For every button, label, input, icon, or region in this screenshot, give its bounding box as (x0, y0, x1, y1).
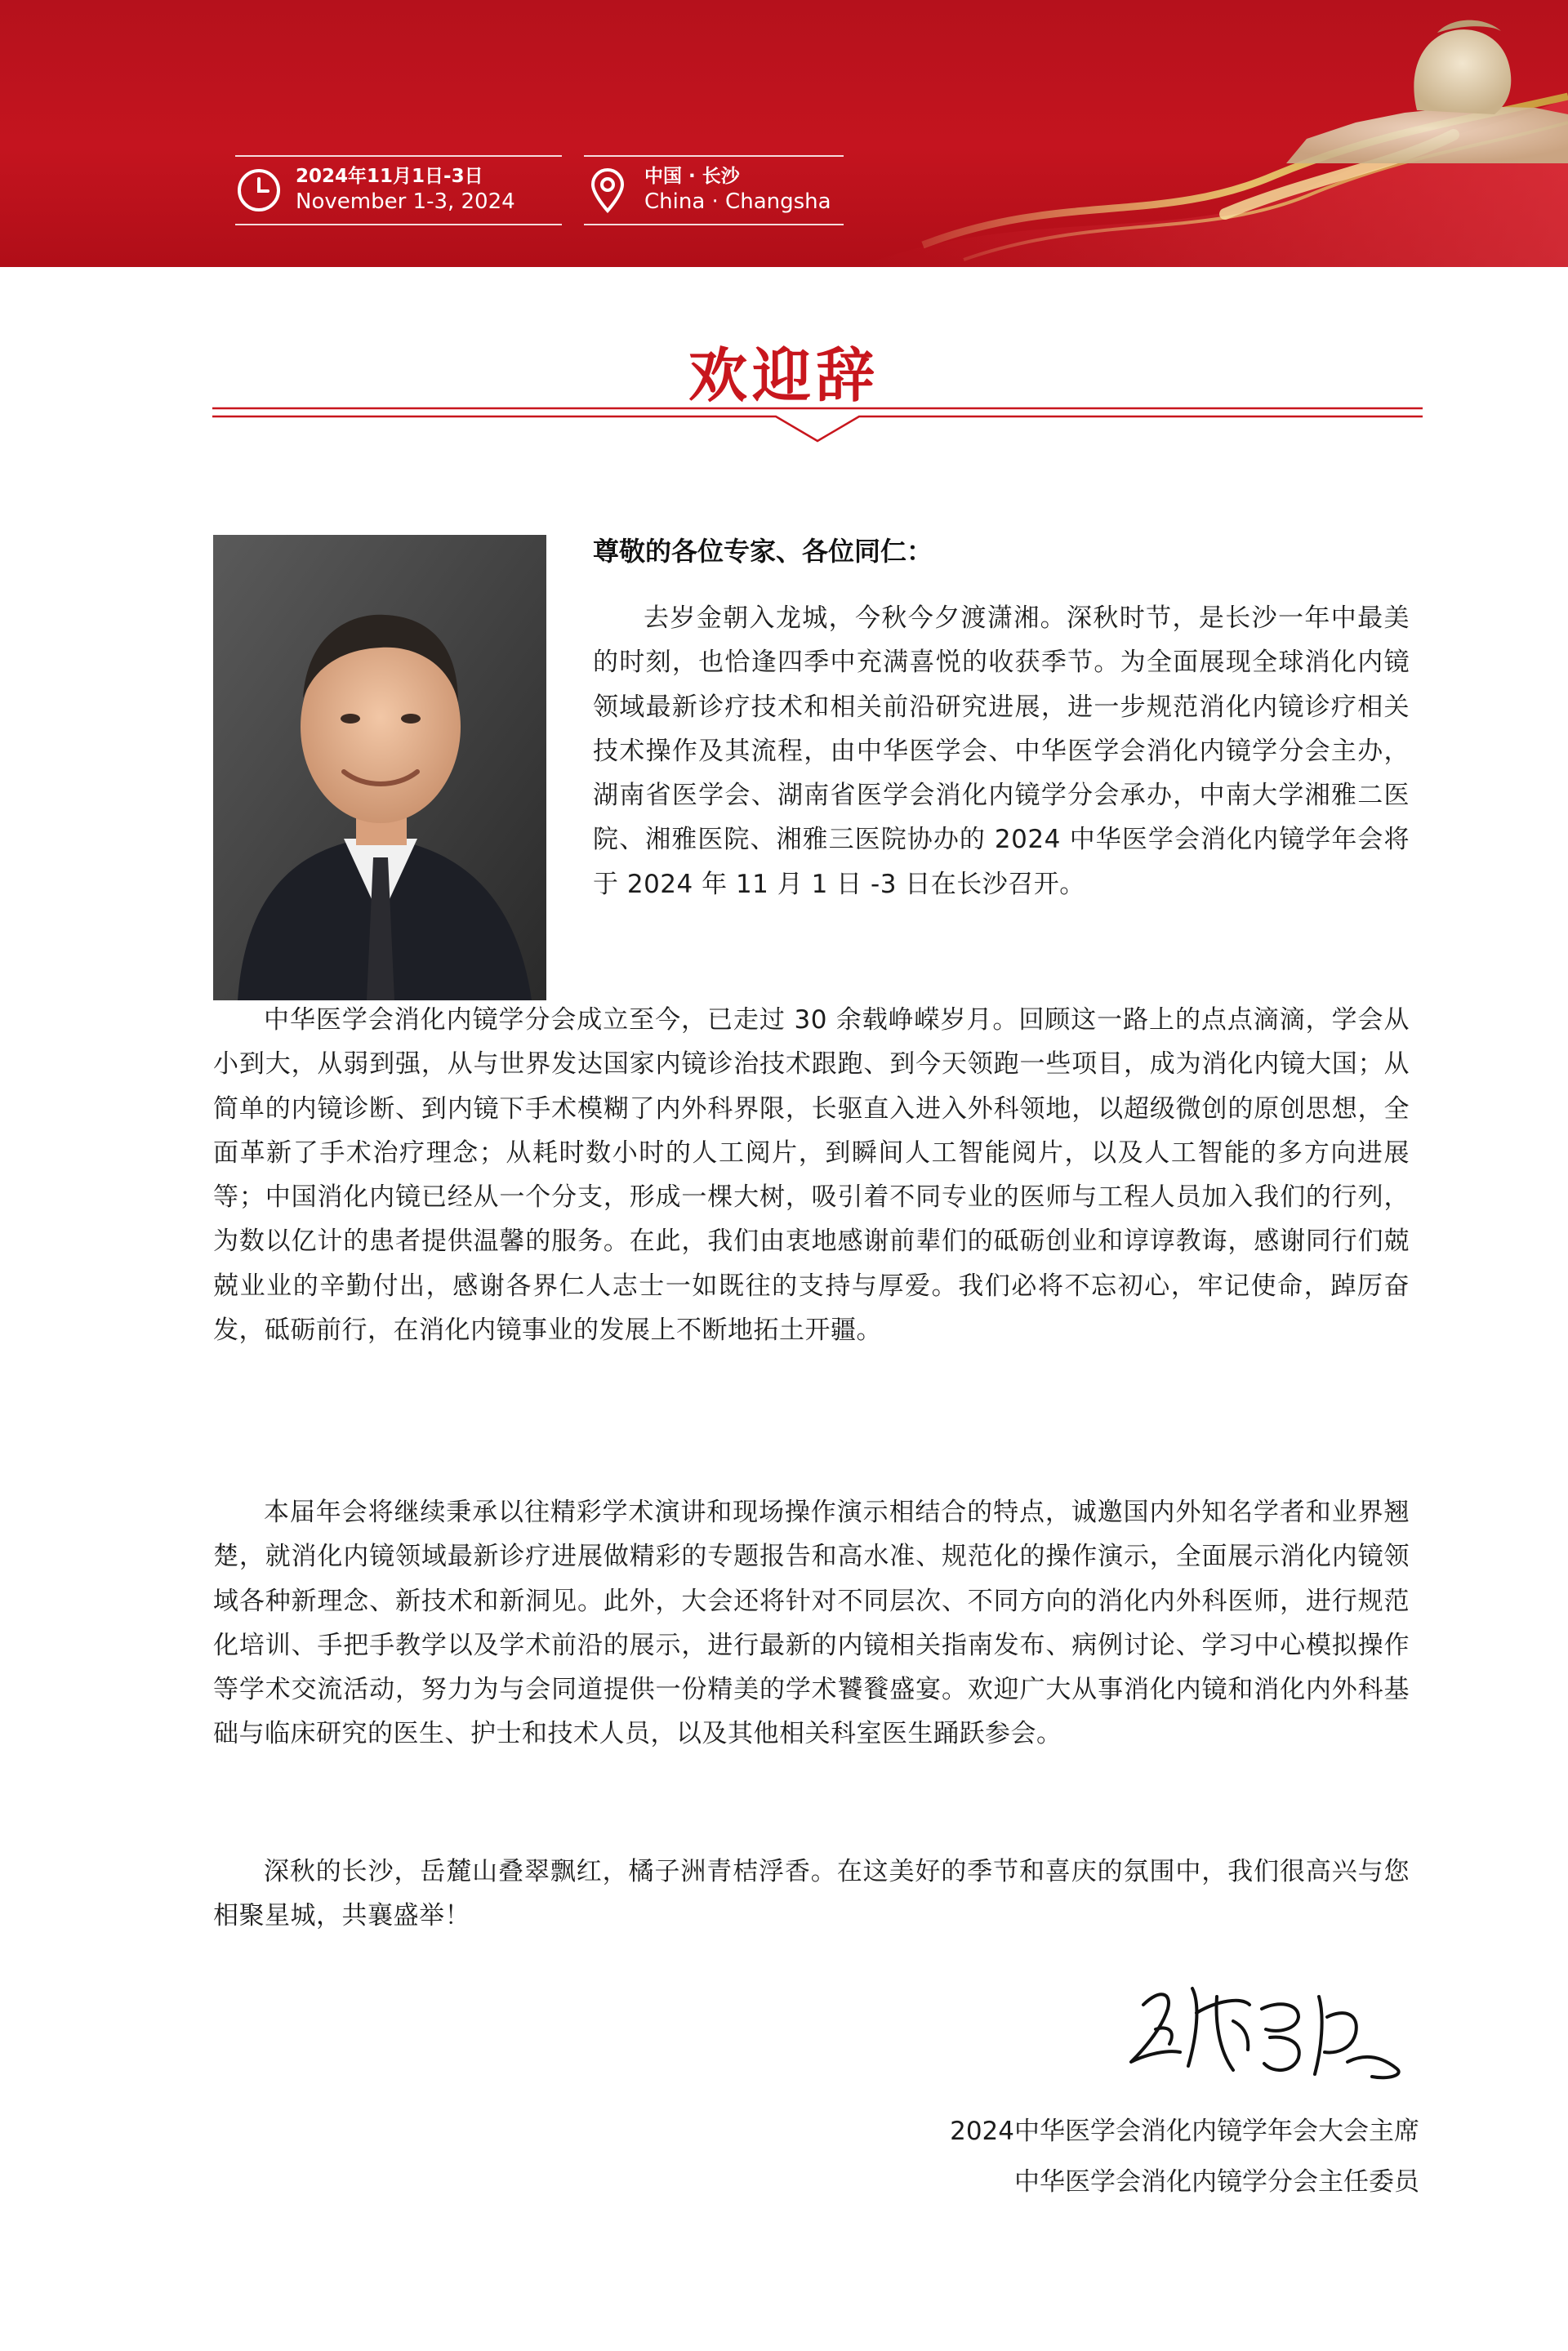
salutation: 尊敬的各位专家、各位同仁： (593, 536, 933, 567)
event-date-cn: 2024年11月1日-3日 (296, 165, 483, 187)
event-location-en: China · Changsha (644, 189, 831, 215)
title-divider (212, 399, 1423, 447)
event-location-cn: 中国 · 长沙 (644, 165, 740, 187)
signature-title-committee: 中华医学会消化内镜学分会主任委员 (1014, 2167, 1419, 2197)
event-location (584, 155, 844, 225)
statue-illustration (1286, 20, 1568, 163)
paragraph-intro: 去岁金朝入龙城，今秋今夕渡潇湘。深秋时节，是长沙一年中最美的时刻，也恰逢四季中充满喜悦的收获季节。为全面展现全球消化内镜领域最新诊疗技术和相关前沿研究进展，进一步规范消化内镜诊疗相关技术操作及其流程，由中华医学会、中华医学会消化内镜学分会主办，湖南省医学会、湖南省医学会消化内镜学分会承办，中南大学湘雅二医院、湘雅医院、湘雅三医院协办的 2024 中华医学会消化内镜学年会将于 2024 年 11 月 1 日 -3 日在长沙召开。 (593, 603, 1410, 899)
paragraph-history: 中华医学会消化内镜学分会成立至今，已走过 30 余载峥嵘岁月。回顾这一路上的点点滴滴，学会从小到大，从弱到强，从与世界发达国家内镜诊治技术跟跑、到今天领跑一些项目，成为消化内镜大国；从简单的内镜诊断、到内镜下手术模糊了内外科界限，长驱直入进入外科领地，以超级微创的原创思想，全面革新了手术治疗理念；从耗时数小时的人工阅片，到瞬间人工智能阅片，以及人工智能的多方向进展等；中国消化内镜已经从一个分支，形成一棵大树，吸引着不同专业的医师与工程人员加入我们的行列，为数以亿计的患者提供温馨的服务。在此，我们由衷地感谢前辈们的砥砺创业和谆谆教诲，感谢同行们兢兢业业的辛勤付出，感谢各界仁人志士一如既往的支持与厚爱。我们必将不忘初心，牢记使命，踔厉奋发，砥砺前行，在消化内镜事业的发展上不断地拓土开疆。 (213, 1005, 1410, 1346)
paragraph-closing: 深秋的长沙，岳麓山叠翠飘红，橘子洲青桔浮香。在这美好的季节和喜庆的氛围中，我们很高兴与您相聚星城，共襄盛举！ (213, 1857, 1410, 1931)
handwritten-signature (1111, 1972, 1421, 2103)
header-banner (0, 0, 1568, 267)
signature-title-chairman: 2024中华医学会消化内镜学年会大会主席 (950, 2117, 1419, 2146)
chairman-portrait (213, 535, 546, 1000)
clock-icon (235, 167, 283, 214)
event-date-en: November 1-3, 2024 (296, 189, 515, 215)
banner-decoration (0, 0, 1568, 267)
page-title: 欢迎辞 (688, 341, 880, 410)
event-date (235, 155, 562, 225)
paragraph-program: 本届年会将继续秉承以往精彩学术演讲和现场操作演示相结合的特点，诚邀国内外知名学者和业界翘楚，就消化内镜领域最新诊疗进展做精彩的专题报告和高水准、规范化的操作演示，全面展示消化内镜领域各种新理念、新技术和新洞见。此外，大会还将针对不同层次、不同方向的消化内外科医师，进行规范化培训、手把手教学以及学术前沿的展示，进行最新的内镜相关指南发布、病例讨论、学习中心模拟操作等学术交流活动，努力为与会同道提供一份精美的学术饕餮盛宴。欢迎广大从事消化内镜和消化内外科基础与临床研究的医生、护士和技术人员，以及其他相关科室医生踊跃参会。 (213, 1498, 1410, 1749)
location-pin-icon (584, 167, 631, 214)
